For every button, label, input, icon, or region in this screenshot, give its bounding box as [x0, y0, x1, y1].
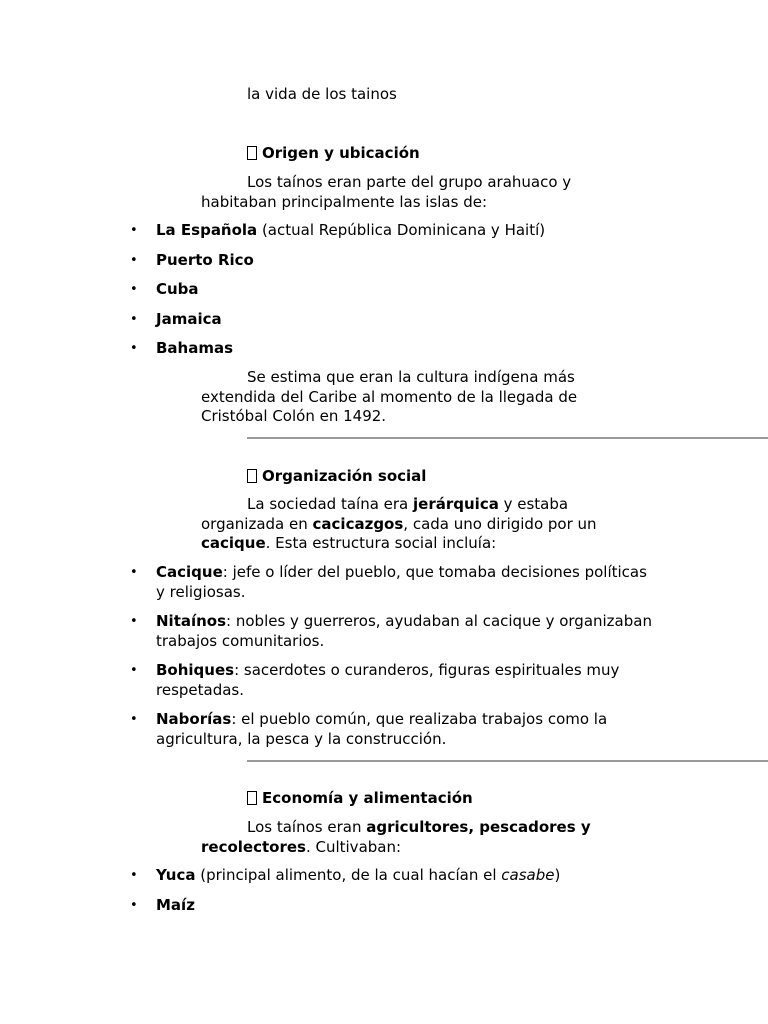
section-intro: Los taínos eran agricultores, pescadores y recolectores. Cultivaban: [201, 818, 591, 856]
heading-text: Origen y ubicación [262, 144, 420, 162]
missing-glyph-icon [247, 791, 257, 805]
islands-list [0, 221, 656, 359]
list-item: • La Española (actual República Dominicana y Haití) [0, 221, 656, 241]
section-closing: Se estima que eran la cultura indígena más extendida del Caribe al momento de la llegada de Cristóbal Colón en 1492. [201, 368, 578, 425]
list-item: • Maíz [0, 896, 656, 916]
document-title: la vida de los tainos [247, 85, 397, 103]
horizontal-rule [247, 437, 768, 439]
section-heading-origen [247, 143, 420, 163]
list-item: • Puerto Rico [0, 251, 656, 271]
section-heading-organizacion [247, 466, 426, 486]
missing-glyph-icon [247, 146, 257, 160]
crops-list [0, 866, 656, 915]
horizontal-rule [247, 760, 768, 762]
heading-text: Organización social [262, 467, 427, 485]
list-item: • Bohiques: sacerdotes o curanderos, figuras espirituales muy respetadas. [0, 661, 656, 700]
list-item: • Jamaica [0, 310, 656, 330]
section-intro: La sociedad taína era jerárquica y estaba organizada en cacicazgos, cada uno dirigido por un cacique. Esta estructura social incluía: [201, 495, 597, 552]
list-item: • Naborías: el pueblo común, que realizaba trabajos como la agricultura, la pesca y la construcción. [0, 710, 656, 749]
section-heading-economia [247, 788, 473, 808]
social-structure-list [0, 563, 656, 749]
list-item: • Yuca (principal alimento, de la cual hacían el casabe) [0, 866, 656, 886]
list-item: • Nitaínos: nobles y guerreros, ayudaban al cacique y organizaban trabajos comunitarios. [0, 612, 656, 651]
list-item: • Cuba [0, 280, 656, 300]
list-item: • Bahamas [0, 339, 656, 359]
missing-glyph-icon [247, 469, 257, 483]
list-item: • Cacique: jefe o líder del pueblo, que tomaba decisiones políticas y religiosas. [0, 563, 656, 602]
heading-text: Economía y alimentación [262, 789, 473, 807]
section-intro: Los taínos eran parte del grupo arahuaco y habitaban principalmente las islas de: [201, 173, 572, 211]
